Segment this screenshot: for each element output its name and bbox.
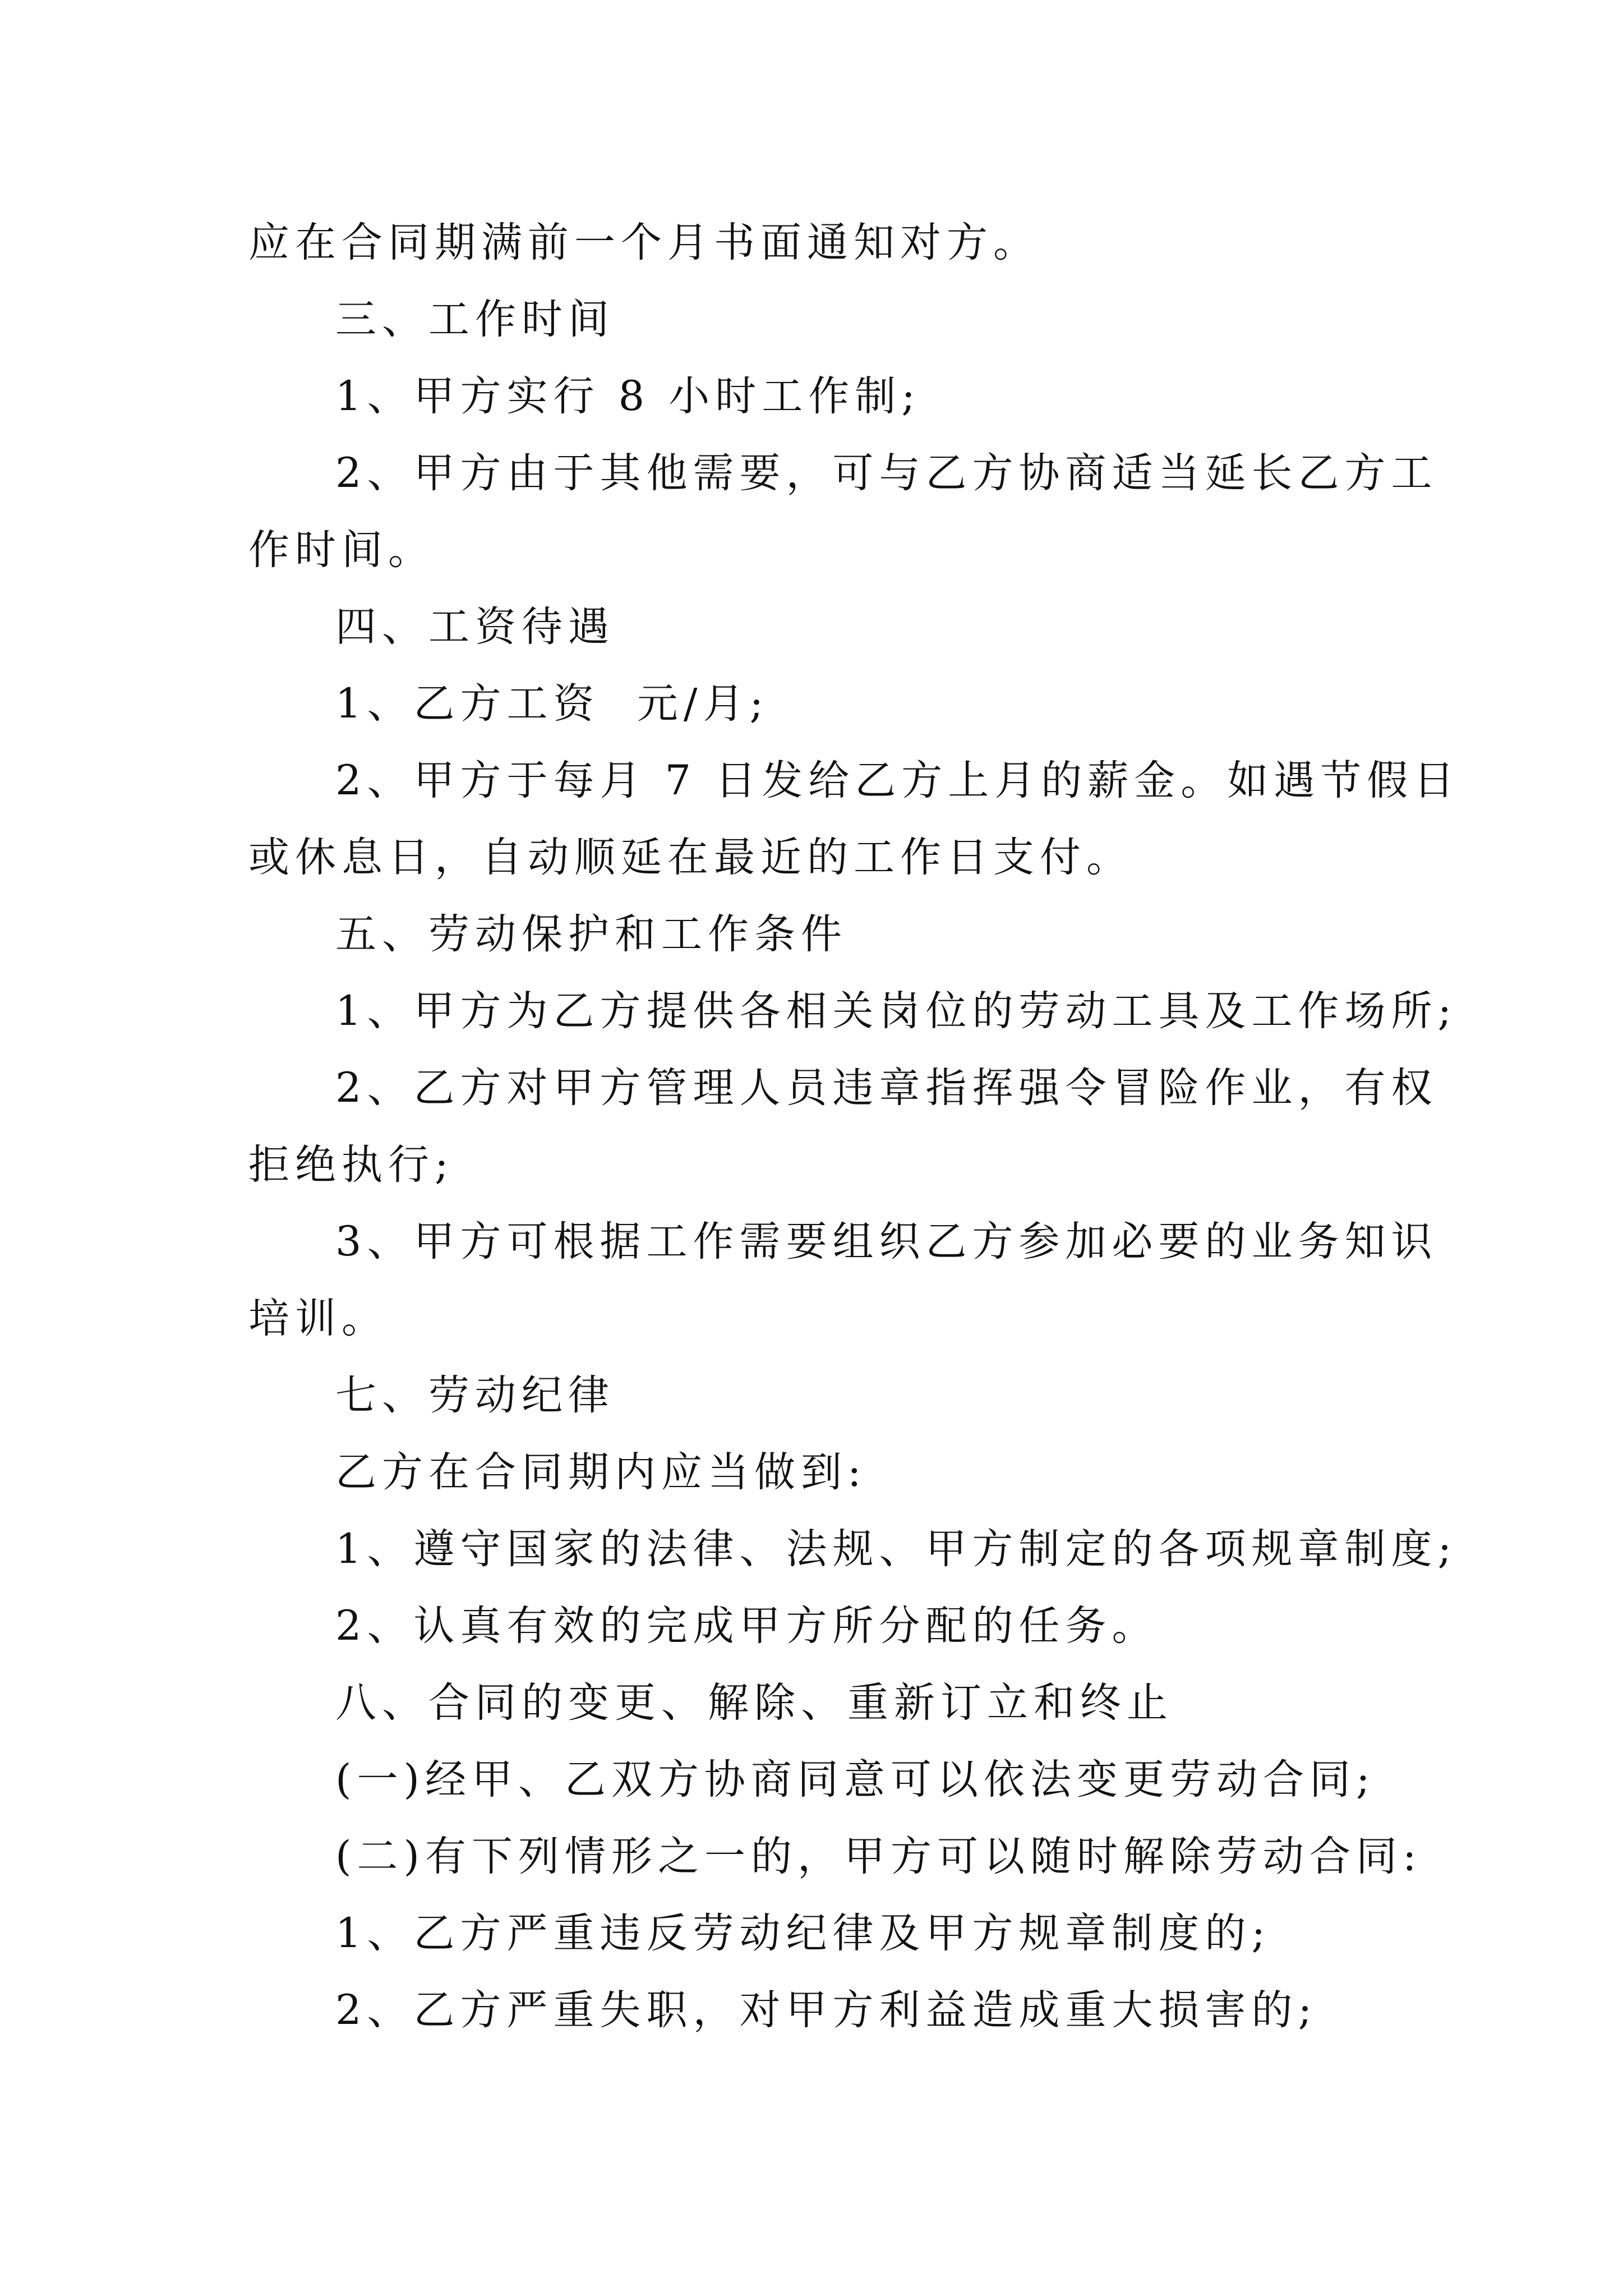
text-line: 作时间。: [248, 526, 435, 574]
section-heading: 七、劳动纪律: [335, 1372, 615, 1419]
text-line: (一)经甲、乙双方协商同意可以依法变更劳动合同;: [335, 1756, 1376, 1803]
text-line: 2、乙方严重失职，对甲方利益造成重大损害的;: [335, 1986, 1318, 2034]
text-line: 1、遵守国家的法律、法规、甲方制定的各项规章制度;: [335, 1525, 1458, 1573]
text-line: 2、甲方于每月 7 日发给乙方上月的薪金。如遇节假日: [335, 757, 1460, 804]
text-line: 2、认真有效的完成甲方所分配的任务。: [335, 1602, 1159, 1650]
section-heading: 八、合同的变更、解除、重新订立和终止: [335, 1679, 1173, 1727]
section-heading: 三、工作时间: [335, 296, 615, 343]
text-line: 2、甲方由于其他需要，可与乙方协商适当延长乙方工: [335, 449, 1438, 497]
text-line: 拒绝执行;: [248, 1141, 454, 1189]
section-heading: 四、工资待遇: [335, 603, 615, 651]
text-line: 或休息日，自动顺延在最近的工作日支付。: [248, 834, 1133, 881]
text-line: 乙方在合同期内应当做到:: [335, 1448, 867, 1496]
text-line: 2、乙方对甲方管理人员违章指挥强令冒险作业，有权: [335, 1064, 1438, 1112]
text-line: 1、甲方为乙方提供各相关岗位的劳动工具及工作场所;: [335, 987, 1458, 1035]
text-line: 1、乙方工资 元/月;: [335, 680, 769, 728]
text-line: 应在合同期满前一个月书面通知对方。: [248, 219, 1040, 266]
text-line: 1、甲方实行 8 小时工作制;: [335, 372, 921, 420]
section-heading: 五、劳动保护和工作条件: [335, 910, 847, 958]
text-line: 培训。: [248, 1295, 388, 1342]
text-line: 3、甲方可根据工作需要组织乙方参加必要的业务知识: [335, 1218, 1438, 1266]
text-line: 1、乙方严重违反劳动纪律及甲方规章制度的;: [335, 1910, 1271, 1957]
text-line: (二)有下列情形之一的，甲方可以随时解除劳动合同:: [335, 1833, 1422, 1880]
